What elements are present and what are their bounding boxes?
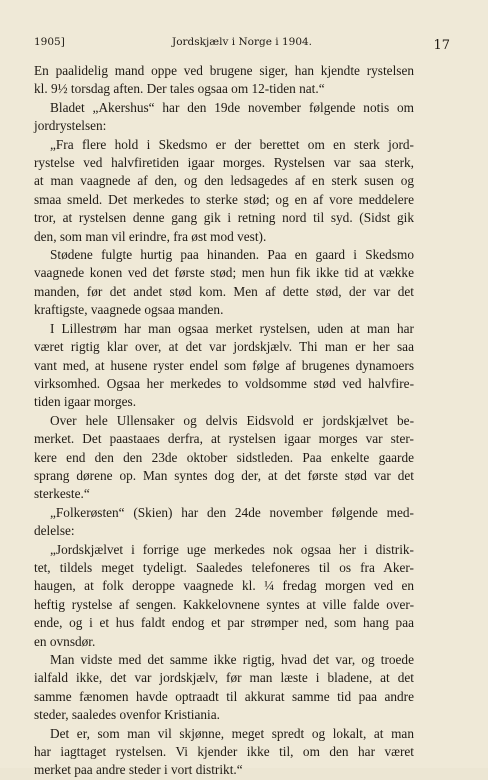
text-line: den, som man vil erindre, fra øst mod vest). xyxy=(34,228,267,244)
text-line: tror, at rystelsen denne gang gik i retning nord til syd. (Sidst gik xyxy=(34,210,414,226)
text-line: manden, før det andet stød kom. Men af dette stød, der var det xyxy=(34,283,414,299)
text-line: kere end den den 23de oktober sidstleden. Paa enkelte gaarde xyxy=(34,449,414,465)
text-line: „Fra flere hold i Skedsmo er der berettet om en sterk jord- xyxy=(50,136,414,152)
text-line: Bladet „Akershus“ har den 19de november følgende notis om xyxy=(50,99,414,115)
text-line: delelse: xyxy=(34,523,75,539)
text-line: at man vaagnede af den, og den ledsagedes af en sterk susen og xyxy=(34,173,414,189)
text-line: merket paa andre steder i vort distrikt.“ xyxy=(34,762,243,778)
text-line: virksomhed. Ogsaa her merkedes to voldsomme stød ved halvfire- xyxy=(34,375,414,391)
text-line: „Folkerøsten“ (Skien) har den 24de november følgende med- xyxy=(50,504,414,520)
text-line: ialfald ikke, det var jordskjælv, før man læste i bladene, at det xyxy=(34,670,414,686)
text-line: Over hele Ullensaker og delvis Eidsvold er jordskjælvet be- xyxy=(50,412,414,428)
text-line: tet, tildels meget tydeligt. Saaledes telefoneres til os fra Aker- xyxy=(34,559,414,575)
text-line: smaa smeld. Det merkedes to sterke stød; og en af vore meddelere xyxy=(34,191,414,207)
text-line: været rigtig klar over, at det var jordskjælv. Thi man er her saa xyxy=(34,339,414,355)
text-line: har iagttaget rystelsen. Vi kjender ikke til, om den har været xyxy=(34,744,414,760)
text-line: rystelse ved halvfiretiden igaar morges. Rystelsen var saa sterk, xyxy=(34,155,414,171)
text-line: steder, saaledes ovenfor Kristiania. xyxy=(34,707,220,723)
text-line: I Lillestrøm har man ogsaa merket rystelsen, uden at man har xyxy=(50,320,414,336)
text-line: kl. 9½ torsdag aften. Der tales ogsaa om 12-tiden nat.“ xyxy=(34,81,325,97)
text-line: „Jordskjælvet i forrige uge merkedes nok ogsaa her i distrik- xyxy=(50,541,414,557)
header-title: Jordskjælv i Norge i 1904. xyxy=(171,36,313,48)
text-line: heftig rystelse af sengen. Kakkelovnene syntes at ville falde over- xyxy=(34,596,414,612)
text-line: tiden igaar morges. xyxy=(34,394,137,410)
text-line: Stødene fulgte hurtig paa hinanden. Paa en gaard i Skedsmo xyxy=(50,247,414,263)
text-line: haugen, at folk deroppe vaagnede kl. ¼ fredag morgen ved en xyxy=(34,578,414,594)
body-text xyxy=(34,62,414,780)
page-number: 17 xyxy=(433,38,450,53)
text-line: Det er, som man vil skjønne, meget spredt og lokalt, at man xyxy=(50,725,414,741)
text-line: samme fænomen havde optraadt til akkurat samme tid paa andre xyxy=(34,688,414,704)
text-line: vant med, at husene ryster endel som følge af brugenes dynamoers xyxy=(34,357,414,373)
header-year: 1905] xyxy=(34,36,65,48)
text-line: vaagnede konen ved det første stød; men hun fik ikke tid at vække xyxy=(34,265,414,281)
running-header xyxy=(34,36,450,54)
text-line: kraftigste, vaagnede ogsaa manden. xyxy=(34,302,224,318)
text-line: sterkeste.“ xyxy=(34,486,90,502)
text-line: Man vidste med det samme ikke rigtig, hvad det var, og troede xyxy=(50,652,414,667)
text-line: en ovnsdør. xyxy=(34,633,96,649)
text-line: sprang dørene op. Man syntes dog der, at det første stød var det xyxy=(34,467,414,483)
text-line: merket. Det paastaaes derfra, at rystelsen igaar morges var ster- xyxy=(34,431,414,447)
text-line: jordrystelsen: xyxy=(34,118,107,134)
text-line: ende, og i et hus faldt endog et par strømper ned, som hang paa xyxy=(34,615,414,631)
text-line: En paalidelig mand oppe ved brugene siger, han kjendte rystelsen xyxy=(34,63,414,78)
